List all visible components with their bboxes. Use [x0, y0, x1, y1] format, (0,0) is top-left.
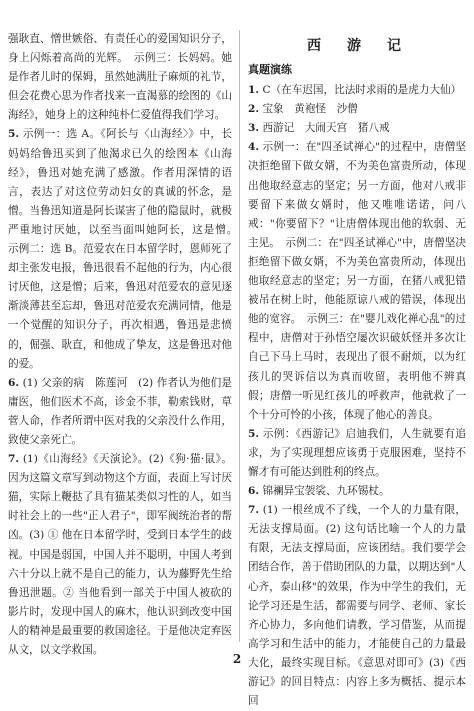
answer-number: 6. [248, 485, 260, 498]
answer-text: (1)《山海经》《天演论》。(2)《狗·猫·鼠》。因为这篇文章写到动物这个方面，表面上写讨厌猫，实际上鞭挞了具有猫某类似习性的人，如当时社会上的一些"正人君子"，即军阀统治者的帮凶。(3) ① 他在日本留学时，受到日本学生的歧视。中国是弱国，中国人并不聪明，中国人考到六十分以上就不是自己的能力，认为藤野先生给鲁迅泄题。② 当他看到一部关于中国人被砍的影片时，发现中国人的麻木，他认识到改变中国人的精神是最重要的救国途径。于是他决定弃医从文，以文学救国。 [8, 453, 232, 656]
answer-text: 西游记 大闹天宫 猪八戒 [262, 122, 390, 135]
column-divider [239, 30, 240, 642]
page-number: 2 [232, 652, 242, 666]
answer-number: 6. [8, 376, 20, 389]
answer-text: 锦襕异宝袈裟、九环锡杖。 [262, 485, 390, 498]
answer-5 [8, 125, 243, 373]
answer-7-right [248, 501, 466, 711]
answer-number: 5. [248, 427, 260, 440]
answer-text: 示例一：选 A。《阿长与〈山海经〉》中，长妈妈给鲁迅买到了他渴求已久的绘图本《山海经》，鲁迅对她充满了感激。作者用深情的语言，表达了对这位劳动妇女的真诚的怀念，是憎。当鲁迅知道是阿长谋害了他的隐鼠时，就极严重地讨厌她，以至当面叫她阿长，这是憎。 示例二：选 B。范爱农在日本留学时，恩师死了却主张发电报，鲁迅很看不起他的行为，内心很讨厌他，这是憎；后来，鲁迅对范爱农的意见逐渐淡薄甚至忘却，鲁迅对范爱农充满同情，他是一个觉醒的知识分子，再次相遇，鲁迅是悲愤的，倔强、耿直，和他成了挚友，这是鲁迅对他的爱。 [8, 128, 243, 370]
left-column [8, 30, 243, 656]
answer-text: 示例一：在"四圣试禅心"的过程中，唐僧坚决拒绝留下做女婿，不为美色富贵所动，体现出他取经意志的坚定；另一方面，他对八戒非要留下来做女婿时，他又唯唯诺诺，问八戒："你要留下？"让唐僧体现出他的软弱、无主见。 示例二：在"四圣试禅心"中，唐僧坚决拒绝留下做女婿，不为美色富贵所动，体现出他取经意志的坚定；另一方面，在猪八戒犯错被吊在树上时，他能原谅八戒的错误，体现出他的宽容。 示例三：在"婴儿戏化禅心乱"的过程中，唐僧对于孙悟空屡次识破妖怪并多次让自己下马上马时，表现出了很不耐烦，以为红孩儿的哭诉信以为真而收留，表明他不辨真假；唐僧一听见红孩儿的呼救声，他就救了一个十分可怜的小孩，体现了他心的善良。 [248, 141, 466, 421]
answer-text: 示例：《西游记》启迪我们，人生就要有追求，为了实现理想应该勇于克服困难，坚持不懈才有可能达到胜利的终点。 [248, 427, 467, 478]
answer-6-right [248, 482, 466, 501]
answer-2 [248, 100, 466, 119]
answer-1 [248, 81, 466, 100]
answer-3 [248, 119, 466, 138]
answer-7 [8, 450, 232, 660]
right-column [248, 30, 467, 708]
answer-number: 5. [8, 128, 20, 141]
paragraph-continued: 强耿直、憎世嫉俗、有责任心的爱国知识分子，身上闪烁着高尚的光辉。 示例三：长妈妈。她是作者儿时的保姆，虽然她满肚子麻烦的礼节，但会花费心思为作者找来一直渴慕的绘图的《山海经》，她身上的这种纯朴仁爱值得我们学习。 [8, 33, 232, 122]
answer-number: 1. [248, 84, 260, 97]
subsection-heading: 真题演练 [248, 63, 292, 76]
answer-4 [248, 138, 466, 424]
answer-5-right [248, 425, 466, 482]
answer-6 [8, 374, 232, 450]
answer-number: 7. [248, 504, 260, 517]
answer-number: 4. [248, 141, 260, 154]
answer-text: C（在车迟国，比法时求雨的是虎力大仙） [262, 84, 462, 97]
answer-text: (1) 父亲的病 陈莲河 (2) 作者认为他们是庸医，他们医术不高，诊金不菲，勒索钱财，草菅人命，作者所谓中医对我的父亲没什么作用，致使父亲死亡。 [8, 376, 232, 446]
answer-text: 宝象 黄袍怪 沙僧 [262, 103, 358, 116]
answer-number: 7. [8, 453, 20, 466]
section-title: 西 游 记 [307, 38, 407, 54]
answer-number: 3. [248, 122, 260, 135]
answer-text: (1) 一根丝成不了线，一个人的力量有限，无法支撑局面。(2) 这句话比喻一个人的力量有限，无法支撑局面，应该团结。我们要学会团结合作，善于借助团队的力量，以期达到"人心齐，泰山移"的效果，作为中学生的我们，无论学习还是生活，都需要与同学、老师、家长齐心协力，多向他们请教，学习借鉴，从而提高学习和生活中的能力，才能使自己的力量最大化，最终实现目标。《意思对即可》(3)《西游记》的回目特点：内容上多为概括、提示本回 [248, 504, 466, 708]
answer-number: 2. [248, 103, 260, 116]
